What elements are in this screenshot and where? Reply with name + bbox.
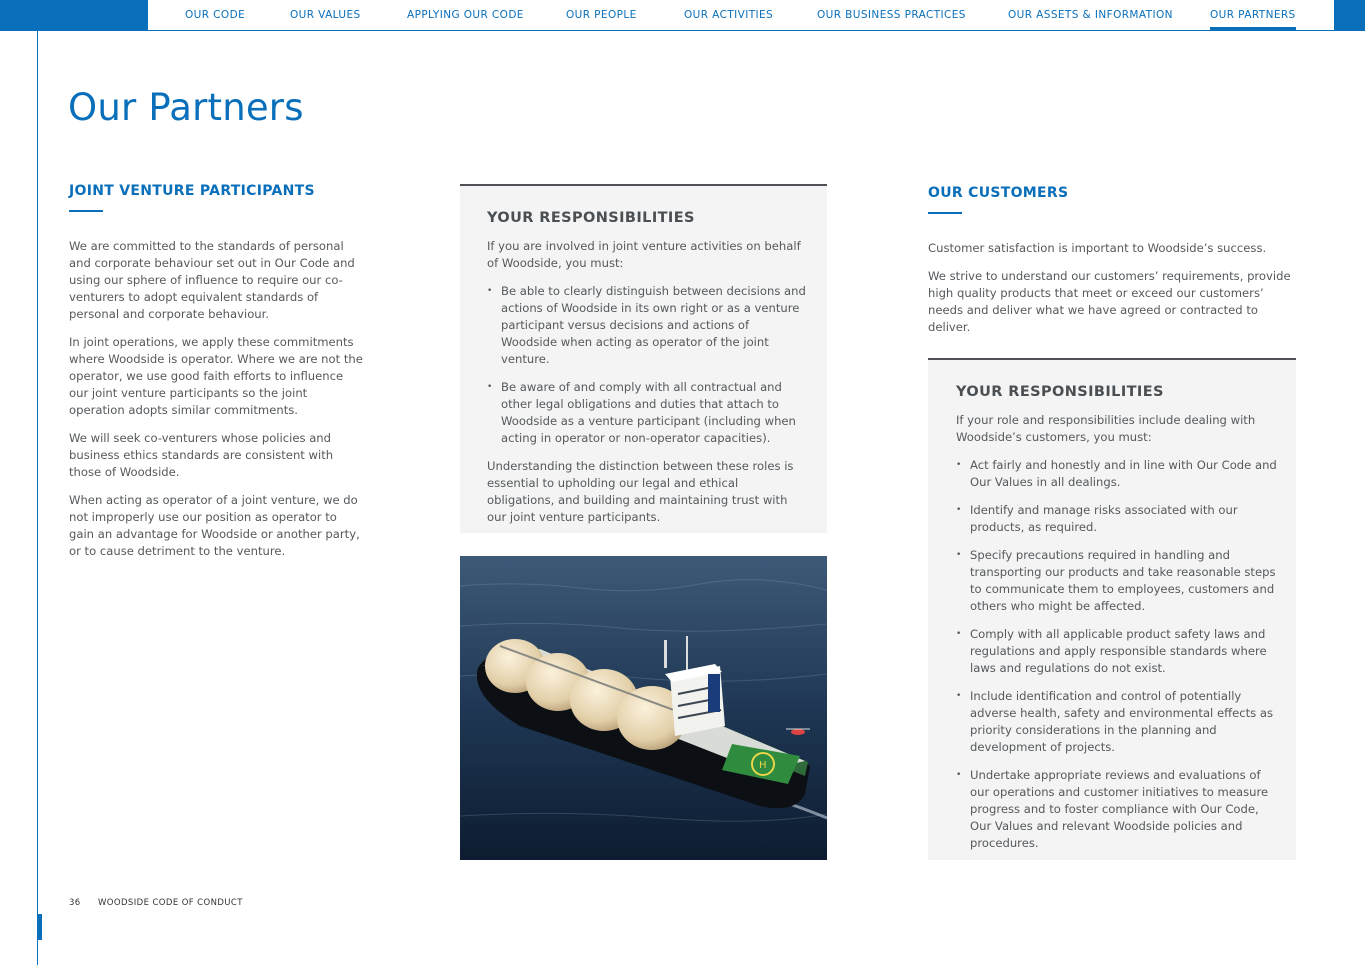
jv-responsibilities-list [487, 283, 807, 447]
customers-paragraph: We strive to understand our customers’ requirements, provide high quality products that meet or exceed our customers’ needs and deliver what we have agreed or contracted to deliver. [928, 269, 1291, 334]
list-item: • Specify precautions required in handling and transporting our products and take reasonable steps to communicate them to employees, customers and others who might be affected. [956, 547, 1278, 615]
nav-item-our-business-practices[interactable]: OUR BUSINESS PRACTICES [817, 9, 966, 21]
top-navigation [0, 0, 1365, 31]
customers-heading-rule [928, 212, 962, 214]
customer-responsibilities-list [956, 457, 1278, 852]
page-marker [37, 914, 42, 940]
nav-right-block [1334, 0, 1365, 31]
customers-body [928, 240, 1298, 347]
nav-item-our-assets-information[interactable]: OUR ASSETS & INFORMATION [1008, 9, 1173, 21]
list-item: • Comply with all applicable product safety laws and regulations and apply responsible standards where laws and regulations do not exist. [956, 626, 1278, 677]
nav-item-our-activities[interactable]: OUR ACTIVITIES [684, 9, 774, 21]
jv-paragraph: In joint operations, we apply these commitments where Woodside is operator. Where we are not the operator, we use good faith efforts to influence our joint venture participants so the joint operation adopts similar commitments. [69, 335, 363, 417]
nav-item-our-people[interactable]: OUR PEOPLE [566, 9, 637, 21]
jv-paragraph: We will seek co-venturers whose policies and business ethics standards are consistent with those of Woodside. [69, 431, 334, 479]
nav-item-our-code[interactable]: OUR CODE [185, 9, 246, 21]
nav-item-applying-our-code[interactable]: APPLYING OUR CODE [407, 9, 524, 21]
page-title: Our Partners [68, 86, 304, 129]
joint-venture-body [69, 238, 365, 571]
jv-responsibilities-title: YOUR RESPONSIBILITIES [487, 210, 695, 226]
list-item: • Identify and manage risks associated with our products, as required. [956, 502, 1278, 536]
jv-paragraph: When acting as operator of a joint venture, we do not improperly use our position as operator to gain an advantage for Woodside or another party, or to cause detriment to the venture. [69, 493, 360, 558]
list-item: • Be aware of and comply with all contractual and other legal obligations and duties that attach to Woodside as a venture participant (including when acting in operator or non-operator capacities). [487, 379, 807, 447]
footer-doc-title: WOODSIDE CODE OF CONDUCT [98, 898, 243, 908]
nav-item-our-values[interactable]: OUR VALUES [290, 9, 361, 21]
customer-responsibilities-body [956, 412, 1278, 863]
svg-text:H: H [759, 760, 767, 771]
customers-heading: OUR CUSTOMERS [928, 185, 1069, 201]
list-item: • Act fairly and honestly and in line with Our Code and Our Values in all dealings. [956, 457, 1278, 491]
jv-responsibilities-body [487, 238, 807, 537]
page-number: 36 [69, 898, 81, 908]
jv-responsibilities-intro: If you are involved in joint venture activities on behalf of Woodside, you must: [487, 239, 801, 270]
customer-responsibilities-title: YOUR RESPONSIBILITIES [956, 384, 1164, 400]
customer-responsibilities-intro: If your role and responsibilities include dealing with Woodside’s customers, you must: [956, 413, 1256, 444]
lng-ship-illustration [460, 556, 827, 860]
jv-paragraph: We are committed to the standards of personal and corporate behaviour set out in Our Code and using our sphere of influence to require our co-venturers to adopt equivalent standards of personal and corporate behaviour. [69, 239, 355, 321]
list-item: • Be able to clearly distinguish between decisions and actions of Woodside in its own right or as a venture participant versus decisions and actions of Woodside when acting as operator of the joint venture. [487, 283, 807, 368]
customers-paragraph: Customer satisfaction is important to Woodside’s success. [928, 241, 1267, 255]
joint-venture-heading: JOINT VENTURE PARTICIPANTS [69, 183, 315, 199]
nav-left-block [0, 0, 148, 31]
list-item: • Include identification and control of potentially adverse health, safety and environmental effects as priority considerations in the planning and development of projects. [956, 688, 1278, 756]
list-item: • Undertake appropriate reviews and evaluations of our operations and customer initiatives to measure progress and to foster compliance with Our Code, Our Values and relevant Woodside policies and procedures. [956, 767, 1278, 852]
joint-venture-heading-rule [69, 210, 103, 212]
nav-item-our-partners[interactable]: OUR PARTNERS [1210, 9, 1296, 21]
lng-ship-photo [460, 556, 827, 860]
jv-responsibilities-outro: Understanding the distinction between these roles is essential to upholding our legal and ethical obligations, and building and maintaining trust with our joint venture participants. [487, 459, 794, 524]
margin-rule [37, 31, 38, 965]
